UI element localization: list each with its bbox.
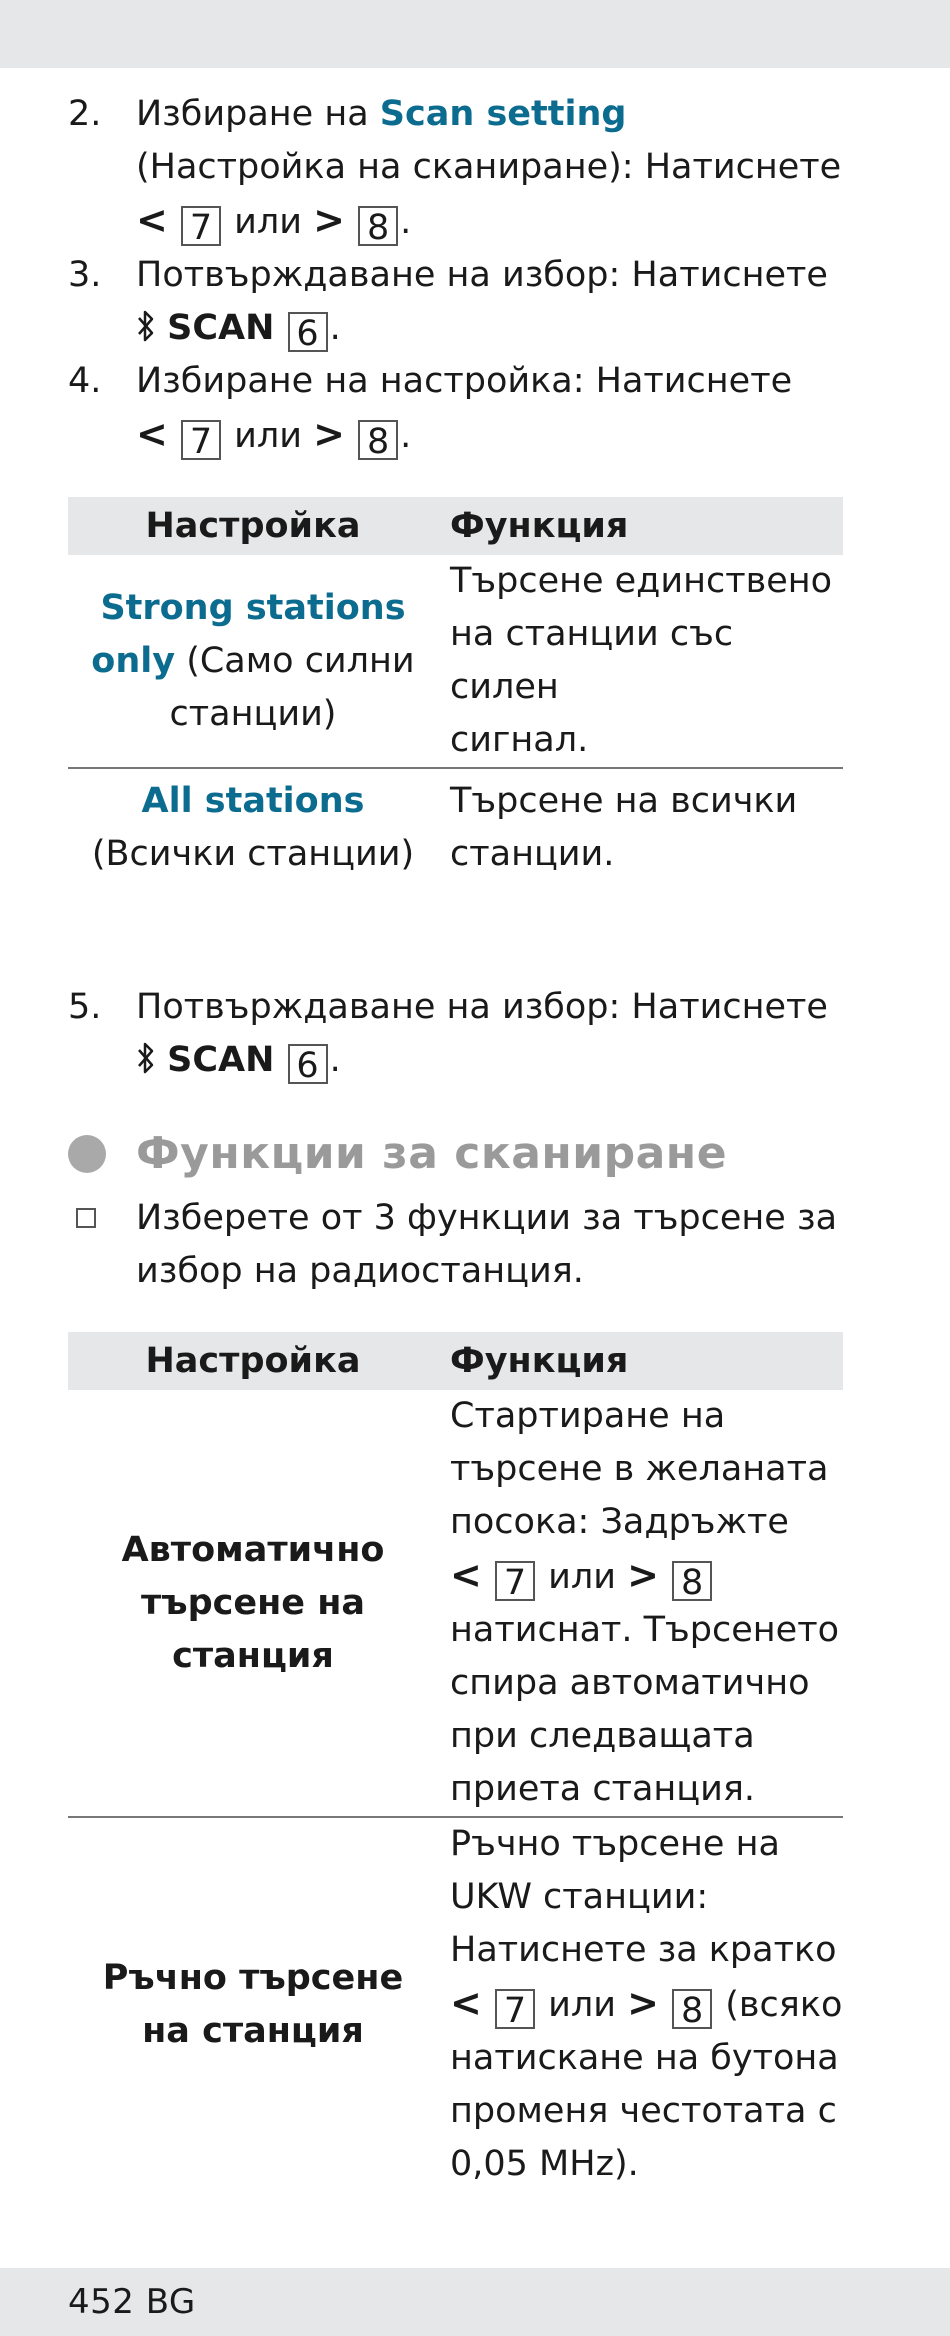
table-row (68, 769, 843, 881)
setting-translation: станции) (169, 693, 337, 734)
setting-name: на станция (142, 2010, 364, 2051)
scan-setting-label: Scan setting (379, 94, 627, 134)
or-text: или (234, 202, 302, 242)
setting-cell (68, 555, 438, 767)
function-line: Ръчно търсене на (450, 1824, 780, 1864)
function-line: Търсене единствено (450, 561, 833, 601)
step-text: Избиране на (136, 94, 380, 134)
step-number: 5. (68, 987, 102, 1027)
or-text: или (234, 416, 302, 456)
manual-content (68, 88, 843, 2191)
function-cell (438, 1818, 843, 2191)
step-2-line-1 (136, 88, 843, 141)
setting-name: Strong stations (100, 587, 406, 628)
function-keys (450, 1549, 843, 1604)
chevron-right-icon: > (313, 412, 345, 456)
function-line: търсене в желаната (450, 1449, 829, 1489)
key-number: 7 (495, 1989, 535, 2029)
table-row (68, 1818, 843, 2191)
step-2 (68, 88, 843, 249)
function-cell (438, 1390, 843, 1816)
setting-line (72, 635, 434, 688)
step-2-line-2: (Настройка на сканиране): Натиснете (136, 147, 842, 187)
or-text: или (548, 1557, 616, 1597)
setting-name: only (91, 640, 176, 681)
or-text: или (548, 1985, 616, 2025)
key-number: 8 (672, 1561, 712, 1601)
function-line: натиснат. Търсенето (450, 1610, 839, 1650)
key-number: 6 (288, 312, 328, 352)
setting-name: Ръчно търсене (102, 1957, 404, 1998)
header-setting: Настройка (145, 1341, 361, 1381)
function-line: при следващата (450, 1716, 755, 1756)
function-cell (438, 775, 843, 881)
key-number: 7 (495, 1561, 535, 1601)
setting-name: станция (172, 1635, 334, 1676)
top-bar (0, 0, 950, 68)
table-row (68, 1390, 843, 1818)
chevron-left-icon: < (136, 198, 168, 242)
step-3 (68, 249, 843, 355)
function-line: сигнал. (450, 720, 589, 760)
chevron-right-icon: > (627, 1553, 659, 1597)
step-3-text: Потвърждаване на избор: Натиснете (136, 255, 828, 295)
function-line: станции. (450, 834, 615, 874)
bullet-line: Изберете от 3 функции за търсене за (136, 1198, 838, 1238)
header-function: Функция (450, 506, 629, 546)
bullet-dot-icon (68, 1135, 106, 1173)
step-5-text: Потвърждаване на избор: Натиснете (136, 987, 828, 1027)
chevron-right-icon: > (627, 1981, 659, 2025)
function-line: посока: Задръжте (450, 1502, 789, 1542)
key-number: 6 (288, 1044, 328, 1084)
page-number: 452 BG (68, 2282, 196, 2322)
step-5 (68, 981, 843, 1087)
function-line: 0,05 MHz). (450, 2144, 639, 2184)
function-text: (всяко (714, 1985, 843, 2025)
bullet-line: избор на радиостанция. (136, 1251, 584, 1291)
scan-functions-table (68, 1332, 843, 2191)
bullet-item (68, 1192, 843, 1298)
key-number: 8 (672, 1989, 712, 2029)
function-line: Търсене на всички (450, 781, 798, 821)
period: . (400, 416, 412, 456)
bluetooth-icon (136, 1041, 156, 1075)
step-4-text: Избиране на настройка: Натиснете (136, 361, 793, 401)
function-line: спира автоматично (450, 1663, 810, 1703)
section-heading (68, 1127, 843, 1180)
step-5-keys (136, 1034, 843, 1087)
setting-name: Автоматично (121, 1529, 385, 1570)
period: . (329, 1040, 341, 1080)
function-cell (438, 555, 843, 767)
step-2-keys (136, 194, 843, 249)
table-row (68, 555, 843, 769)
chevron-left-icon: < (450, 1553, 482, 1597)
table-header (68, 1332, 843, 1390)
chevron-left-icon: < (136, 412, 168, 456)
key-number: 7 (181, 420, 221, 460)
setting-translation: (Само силни (175, 640, 415, 681)
bluetooth-icon (136, 309, 156, 343)
step-number: 3. (68, 255, 102, 295)
setting-cell (68, 775, 438, 881)
step-4 (68, 355, 843, 463)
step-number: 4. (68, 361, 102, 401)
step-number: 2. (68, 94, 102, 134)
step-4-keys (136, 408, 843, 463)
period: . (400, 202, 412, 242)
key-number: 8 (358, 206, 398, 246)
setting-cell (68, 1818, 438, 2191)
setting-name: търсене на (140, 1582, 366, 1623)
function-line: на станции със силен (450, 614, 734, 707)
checkbox-bullet-icon (76, 1208, 96, 1228)
setting-cell (68, 1390, 438, 1816)
table-header (68, 497, 843, 555)
function-line: променя честотата с (450, 2091, 837, 2131)
header-function: Функция (450, 1341, 629, 1381)
function-keys (450, 1977, 843, 2032)
function-line: Натиснете за кратко (450, 1930, 837, 1970)
function-line: UKW станции: (450, 1877, 709, 1917)
key-number: 7 (181, 206, 221, 246)
step-3-keys (136, 302, 843, 355)
key-number: 8 (358, 420, 398, 460)
period: . (329, 308, 341, 348)
scan-label: SCAN (167, 308, 275, 348)
scan-label: SCAN (167, 1040, 275, 1080)
chevron-left-icon: < (450, 1981, 482, 2025)
scan-setting-table (68, 497, 843, 881)
setting-translation: (Всички станции) (91, 834, 415, 874)
chevron-right-icon: > (313, 198, 345, 242)
header-setting: Настройка (145, 506, 361, 546)
function-line: Стартиране на (450, 1396, 726, 1436)
function-line: натискане на бутона (450, 2038, 839, 2078)
section-title: Функции за сканиране (136, 1128, 728, 1179)
function-line: приета станция. (450, 1769, 756, 1809)
setting-name: All stations (141, 781, 365, 821)
